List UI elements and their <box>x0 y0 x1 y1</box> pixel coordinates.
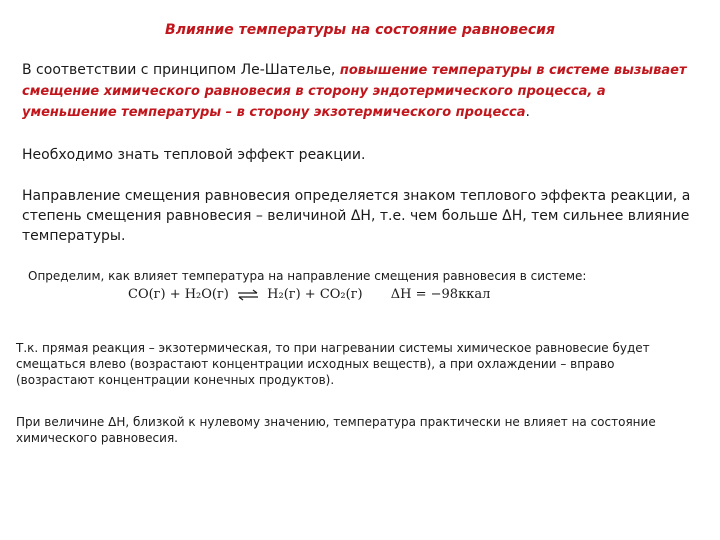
equilibrium-arrows-icon <box>237 289 259 301</box>
principle-lead: В соответствии с принципом Ле-Шателье, <box>22 62 340 78</box>
direction-paragraph: Направление смещения равновесия определяется знаком теплового эффекта реакции, а степень смещения равновесия – величиной ΔH, т.е. чем больше ΔH, тем сильнее влияние температуры. <box>22 188 691 244</box>
slide-title: Влияние температуры на состояние равновесия <box>165 22 555 38</box>
reaction-equation <box>128 287 490 302</box>
zero-dh-paragraph: При величине ΔH, близкой к нулевому значению, температура практически не влияет на состояние химического равновесия. <box>16 415 656 445</box>
equation-enthalpy: ΔH = −98ккал <box>390 287 491 302</box>
example-intro: Определим, как влияет температура на направление смещения равновесия в системе: <box>28 269 587 283</box>
principle-paragraph <box>22 60 702 123</box>
heat-effect-paragraph: Необходимо знать тепловой эффект реакции. <box>22 147 366 163</box>
principle-end: . <box>525 104 530 120</box>
exothermic-paragraph: Т.к. прямая реакция – экзотермическая, то при нагревании системы химическое равновесие будет смещаться влево (возрастают концентрации исходных веществ), а при охлаждении – вправо (возрастают концентрации конечных продуктов). <box>16 341 650 387</box>
equation-products: H₂(г) + CO₂(г) <box>267 287 363 302</box>
equation-reactants: CO(г) + H₂O(г) <box>128 287 229 302</box>
principle-highlight: повышение температуры в системе вызывает смещение химического равновесия в сторону эндотермического процесса, а уменьшение температуры – в сторону экзотермического процесса <box>22 63 687 120</box>
